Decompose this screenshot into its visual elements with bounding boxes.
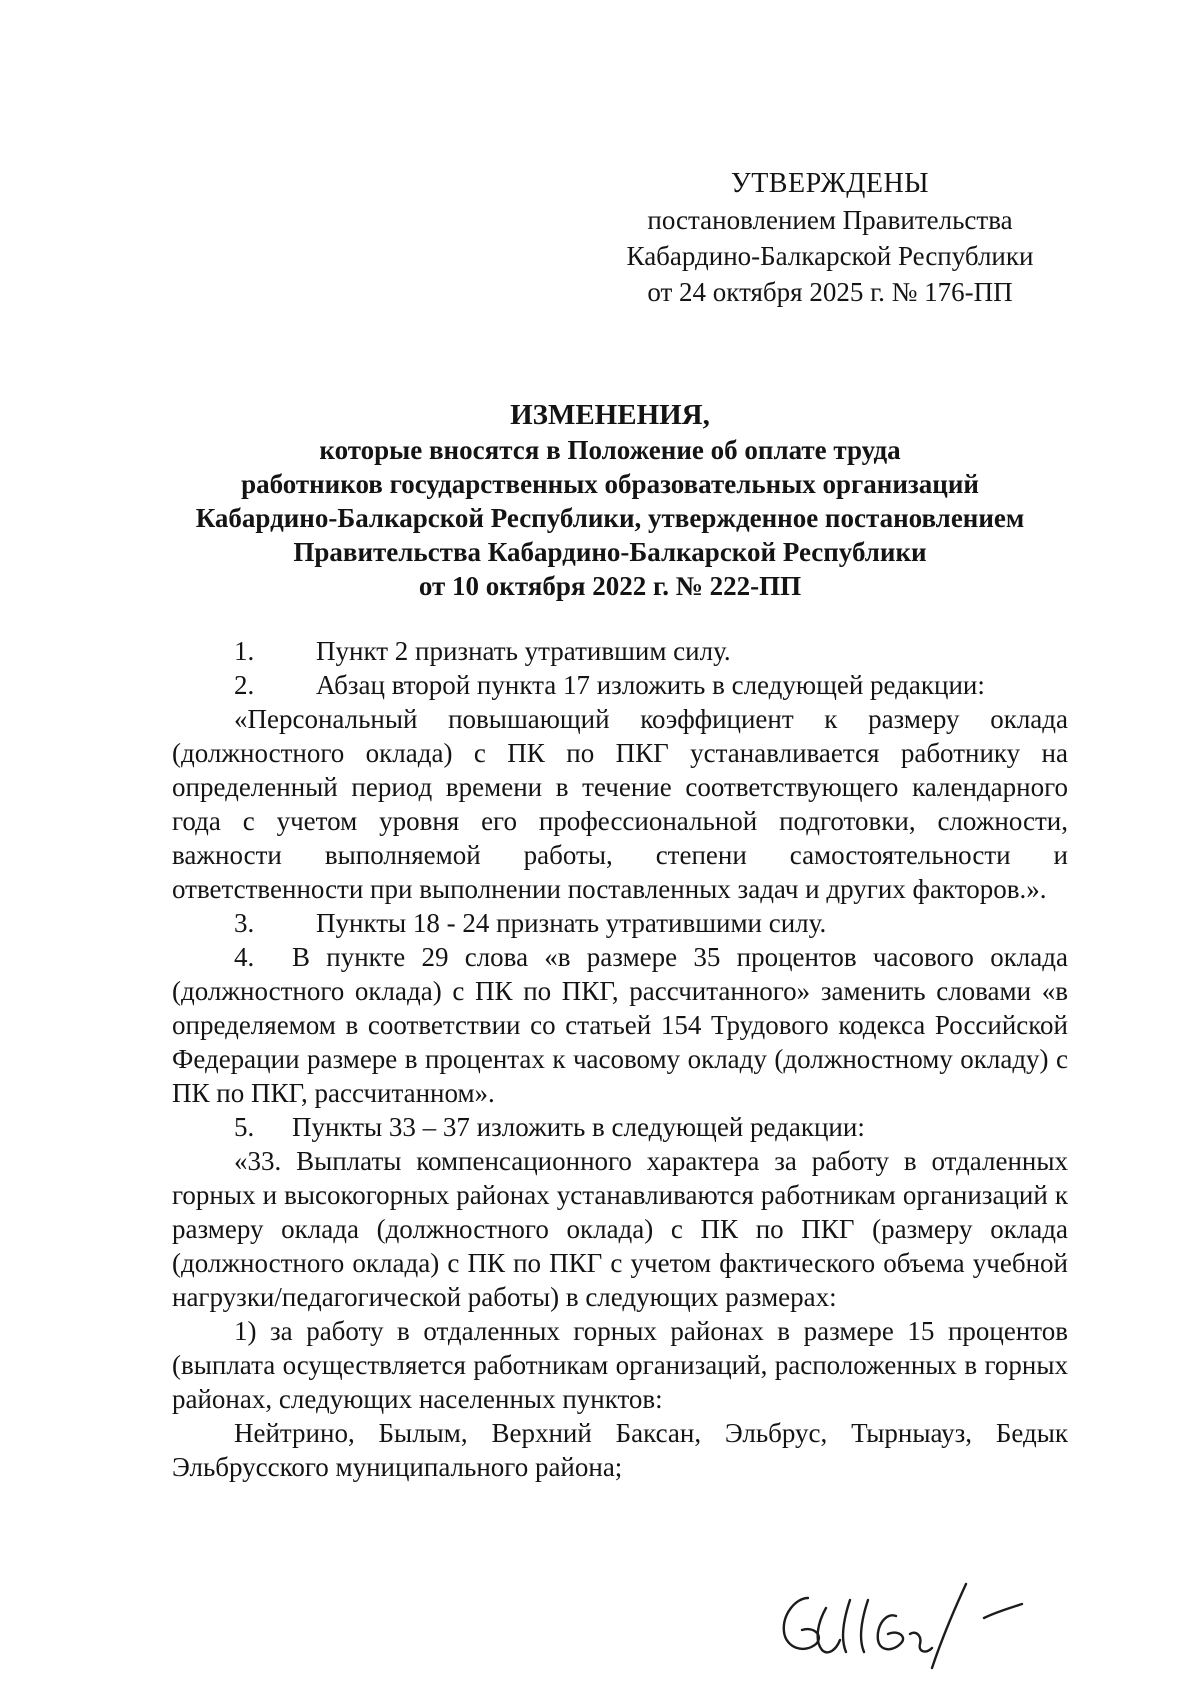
item-5-number: 5. xyxy=(234,1112,255,1142)
item-5-sub-1-text: 1) за работу в отдаленных горных районах в размере 15 процентов (выплата осуществляется работникам организаций, расположенных в горных районах, следующих населенных пунктов: xyxy=(172,1316,1068,1414)
item-2-quote xyxy=(172,702,1068,906)
item-3-text: Пункты 18 - 24 признать утратившими силу. xyxy=(316,908,827,938)
approval-line-3: от 24 октября 2025 г. № 176-ПП xyxy=(647,277,1013,307)
heading-main: ИЗМЕНЕНИЯ, xyxy=(510,399,710,431)
handwritten-signature xyxy=(770,1578,1050,1670)
approval-line-2: Кабардино-Балкарской Республики xyxy=(626,241,1034,271)
item-2 xyxy=(172,668,1068,702)
item-2-quote-text: «Персональный повышающий коэффициент к размеру оклада (должностного оклада) с ПК по ПКГ устанавливается работнику на определенный период времени в течение соответствующего календарного года с учетом уровня его профессиональной подготовки, сложности, важности выполняемой работы, степени самостоятельности и ответственности при выполнении поставленных задач и других факторов.». xyxy=(172,704,1068,904)
item-5-settlements-text: Нейтрино, Былым, Верхний Баксан, Эльбрус, Тырныауз, Бедык Эльбрусского муниципального района; xyxy=(172,1418,1068,1482)
document-body xyxy=(172,634,1068,1484)
item-1-text: Пункт 2 признать утратившим силу. xyxy=(316,636,731,666)
item-2-number: 2. xyxy=(234,670,255,700)
item-5-quote-33 xyxy=(172,1144,1068,1314)
heading-line-5: от 10 октября 2022 г. № 222-ПП xyxy=(418,571,802,601)
item-3 xyxy=(172,906,1068,940)
item-5-text: Пункты 33 – 37 изложить в следующей редакции: xyxy=(292,1112,865,1142)
heading-line-4: Правительства Кабардино-Балкарской Республики xyxy=(293,537,927,567)
item-5-sub-1 xyxy=(172,1314,1068,1416)
approval-line-1: постановлением Правительства xyxy=(647,205,1013,235)
heading-line-1: которые вносятся в Положение об оплате труда xyxy=(319,435,901,465)
item-5 xyxy=(172,1110,1068,1144)
item-4 xyxy=(172,940,1068,1110)
item-4-text: В пункте 29 слова «в размере 35 процентов часового оклада (должностного оклада) с ПК по ПКГ, рассчитанного» заменить словами «в определяемом в соответствии со статьей 154 Трудового кодекса Российской Федерации размере в процентах к часовому окладу (должностному окладу) с ПК по ПКГ, рассчитанном». xyxy=(172,942,1068,1108)
approval-title: УТВЕРЖДЕНЫ xyxy=(730,168,930,199)
item-2-text: Абзац второй пункта 17 изложить в следующей редакции: xyxy=(316,670,985,700)
item-5-settlements xyxy=(172,1416,1068,1484)
item-5-quote-33-text: «33. Выплаты компенсационного характера за работу в отдаленных горных и высокогорных районах устанавливаются работникам организаций к размеру оклада (должностного оклада) с ПК по ПКГ (размеру оклада (должностного оклада) с ПК по ПКГ с учетом фактического объема учебной нагрузки/педагогической работы) в следующих размерах: xyxy=(172,1146,1068,1312)
approval-stamp-block xyxy=(600,166,1060,310)
heading-line-2: работников государственных образовательных организаций xyxy=(241,469,979,499)
item-4-number: 4. xyxy=(234,942,255,972)
document-heading xyxy=(130,398,1090,603)
heading-line-3: Кабардино-Балкарской Республики, утвержденное постановлением xyxy=(195,503,1025,533)
item-1-number: 1. xyxy=(234,636,255,666)
item-3-number: 3. xyxy=(234,908,255,938)
item-1 xyxy=(172,634,1068,668)
